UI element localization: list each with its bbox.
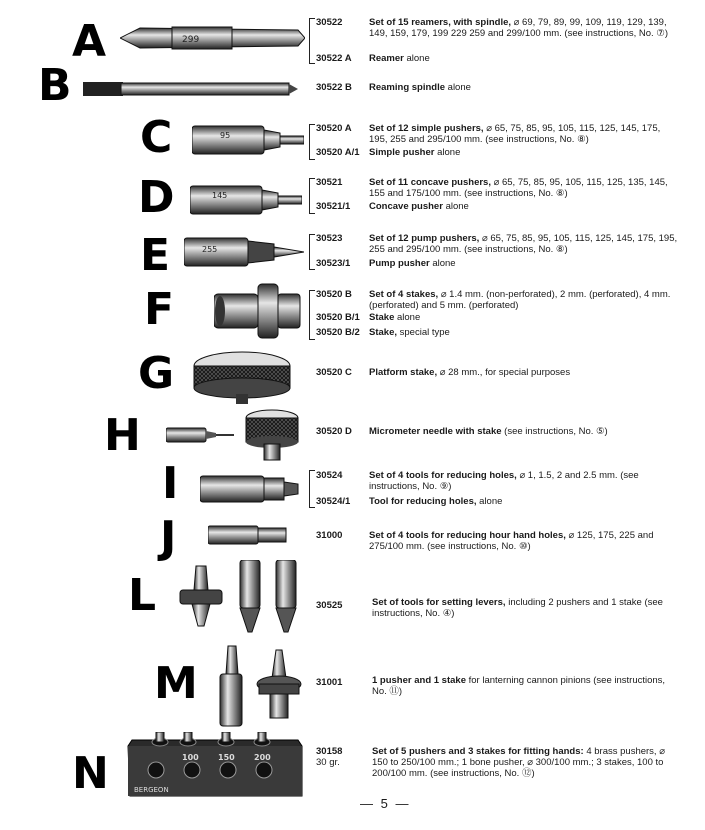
reamer-with-spindle-image — [120, 24, 305, 52]
row-a-code-2: 30522 A — [316, 53, 352, 64]
row-c-code-2: 30520 A/1 — [316, 147, 360, 158]
row-d-code-2: 30521/1 — [316, 201, 351, 212]
row-e-code-2: 30523/1 — [316, 258, 351, 269]
row-i-desc-1: Set of 4 tools for reducing holes, ⌀ 1, 1.5, 2 and 2.5 mm. (see instructions, No. ⑨) — [369, 470, 639, 492]
row-f-code-3: 30520 B/2 — [316, 327, 360, 338]
reaming-spindle-image — [83, 80, 298, 98]
row-g-code: 30520 C — [316, 367, 352, 378]
row-e-brace — [309, 234, 315, 270]
hand-fitting-set-image — [126, 732, 306, 802]
micrometer-needle-image — [166, 426, 236, 444]
pump-pusher-image — [184, 236, 304, 268]
row-j-desc: Set of 4 tools for reducing hour hand holes, ⌀ 125, 175, 225 and 275/100 mm. (see instructions, No. ⑩) — [369, 530, 654, 552]
row-h-code: 30520 D — [316, 426, 352, 437]
row-m-letter: M — [154, 658, 198, 709]
row-a-letter: A — [72, 16, 107, 67]
row-b-letter: B — [38, 60, 72, 111]
hour-hand-hole-tool-image — [208, 524, 290, 546]
row-e-desc-2: Pump pusher alone — [369, 258, 456, 269]
row-c-desc-2: Simple pusher alone — [369, 147, 461, 158]
row-f-desc-3: Stake, special type — [369, 327, 450, 338]
setting-lever-tools-image — [178, 560, 302, 638]
row-n-code: 30158 — [316, 746, 343, 757]
row-m-code: 31001 — [316, 677, 343, 688]
block-brand-label: BERGEON — [134, 786, 169, 794]
row-f-desc-2: Stake alone — [369, 312, 421, 323]
row-f-code-2: 30520 B/1 — [316, 312, 360, 323]
row-l-code: 30525 — [316, 600, 343, 611]
row-i-code-1: 30524 — [316, 470, 343, 481]
row-n-weight: 30 gr. — [316, 757, 340, 768]
row-d-desc-1: Set of 11 concave pushers, ⌀ 65, 75, 85, 95, 105, 115, 125, 135, 145, 155 and 175/100 mm. (see instructions, No. ⑧) — [369, 177, 668, 199]
row-i-code-2: 30524/1 — [316, 496, 351, 507]
row-i-letter: I — [162, 458, 179, 509]
pump-pusher-marking: 255 — [202, 245, 218, 254]
row-h-letter: H — [104, 410, 141, 461]
row-d-brace — [309, 178, 315, 214]
simple-pusher-marking: 95 — [220, 131, 231, 140]
row-n-letter: N — [72, 748, 109, 799]
row-j-code: 31000 — [316, 530, 343, 541]
row-n-desc: Set of 5 pushers and 3 stakes for fitting hands: 4 brass pushers, ⌀ 150 to 250/100 mm.; 1 bone pusher, ⌀ 300/100 mm.; 3 stakes, 100 to 200/100 mm. (see instructions, No. ⑫) — [372, 746, 665, 779]
concave-pusher-marking: 145 — [212, 191, 228, 200]
row-a-desc-1: Set of 15 reamers, with spindle, ⌀ 69, 79, 89, 99, 109, 119, 129, 139, 149, 159, 179, 199 229 259 and 299/100 mm. (see instructions, No. ⑦) — [369, 17, 668, 39]
row-m-desc: 1 pusher and 1 stake for lanterning cannon pinions (see instructions, No. ⑪) — [372, 675, 666, 697]
row-c-brace — [309, 124, 315, 160]
row-g-desc: Platform stake, ⌀ 28 mm., for special purposes — [369, 367, 571, 378]
block-label-150: 150 — [218, 753, 235, 762]
row-g-letter: G — [138, 348, 175, 399]
micrometer-stake-image — [244, 408, 300, 464]
row-d-letter: D — [138, 172, 175, 223]
row-i-brace — [309, 470, 315, 508]
block-label-200: 200 — [254, 753, 271, 762]
row-a-brace — [309, 18, 315, 64]
simple-pusher-image — [192, 124, 304, 156]
stake-image — [214, 282, 304, 340]
row-b-code: 30522 B — [316, 82, 352, 93]
row-e-code-1: 30523 — [316, 233, 343, 244]
row-a-desc-2: Reamer alone — [369, 53, 430, 64]
row-j-letter: J — [160, 512, 177, 563]
hole-reducing-tool-image — [200, 474, 300, 504]
cannon-pinion-tools-image — [214, 644, 306, 728]
row-a-code-1: 30522 — [316, 17, 343, 28]
row-b-desc: Reaming spindle alone — [369, 82, 471, 93]
row-d-desc-2: Concave pusher alone — [369, 201, 469, 212]
row-i-desc-2: Tool for reducing holes, alone — [369, 496, 503, 507]
row-h-desc: Micrometer needle with stake (see instructions, No. ⑤) — [369, 426, 608, 437]
page-number: — 5 — — [360, 796, 411, 811]
row-d-code-1: 30521 — [316, 177, 343, 188]
row-l-letter: L — [128, 570, 157, 621]
row-l-desc: Set of tools for setting levers, including 2 pushers and 1 stake (see instructions, No. ④) — [372, 597, 663, 619]
row-e-letter: E — [140, 230, 171, 281]
row-c-letter: C — [140, 112, 173, 163]
row-f-brace — [309, 290, 315, 340]
platform-stake-image — [192, 348, 294, 406]
reamer-marking: 299 — [182, 35, 200, 45]
row-c-desc-1: Set of 12 simple pushers, ⌀ 65, 75, 85, 95, 105, 115, 125, 145, 175, 195, 255 and 295/100 mm. (see instructions, No. ⑧) — [369, 123, 661, 145]
row-c-code-1: 30520 A — [316, 123, 352, 134]
row-f-code-1: 30520 B — [316, 289, 352, 300]
row-f-letter: F — [144, 284, 175, 335]
row-f-desc-1: Set of 4 stakes, ⌀ 1.4 mm. (non-perforated), 2 mm. (perforated), 4 mm. (perforated) and 5 mm. (perforated) — [369, 289, 671, 311]
concave-pusher-image — [190, 184, 302, 216]
block-label-100: 100 — [182, 753, 199, 762]
row-e-desc-1: Set of 12 pump pushers, ⌀ 65, 75, 85, 95, 105, 115, 125, 145, 175, 195, 255 and 295/100 mm. (see instructions, No. ⑧) — [369, 233, 678, 255]
